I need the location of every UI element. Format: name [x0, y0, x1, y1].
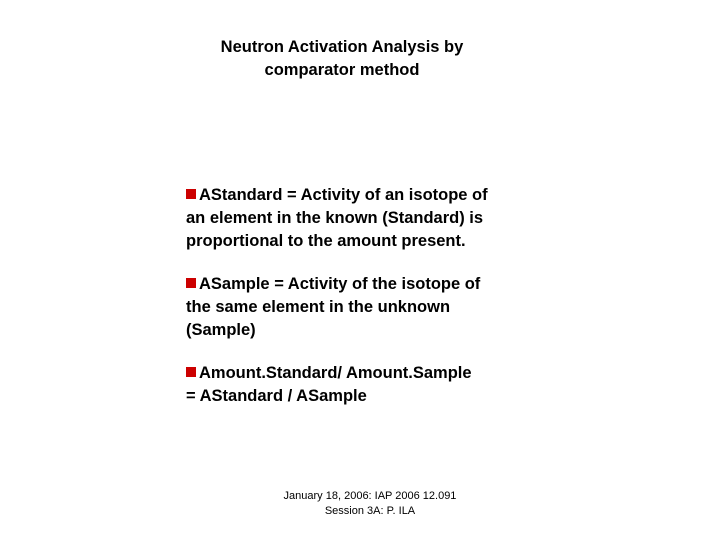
slide-footer: [220, 489, 520, 519]
footer-date-course: January 18, 2006: IAP 2006 12.091: [283, 490, 457, 502]
square-bullet-icon: [186, 189, 196, 199]
bullet-item-astandard: [186, 184, 546, 253]
bullet-item-amount-ratio: [186, 362, 546, 408]
bullet-text: Amount.Standard/ Amount.Sample = AStandard / ASample: [186, 364, 472, 405]
bullet-text: AStandard = Activity of an isotope of an element in the known (Standard) is proportional to the amount present.: [186, 186, 488, 250]
bullet-list: [186, 184, 546, 428]
square-bullet-icon: [186, 278, 196, 288]
square-bullet-icon: [186, 367, 196, 377]
footer-session: Session 3A: P. ILA: [324, 505, 416, 517]
slide-title: Neutron Activation Analysis by comparator method: [220, 38, 464, 79]
bullet-item-asample: [186, 273, 546, 342]
bullet-text: ASample = Activity of the isotope of the same element in the unknown (Sample): [186, 275, 481, 339]
